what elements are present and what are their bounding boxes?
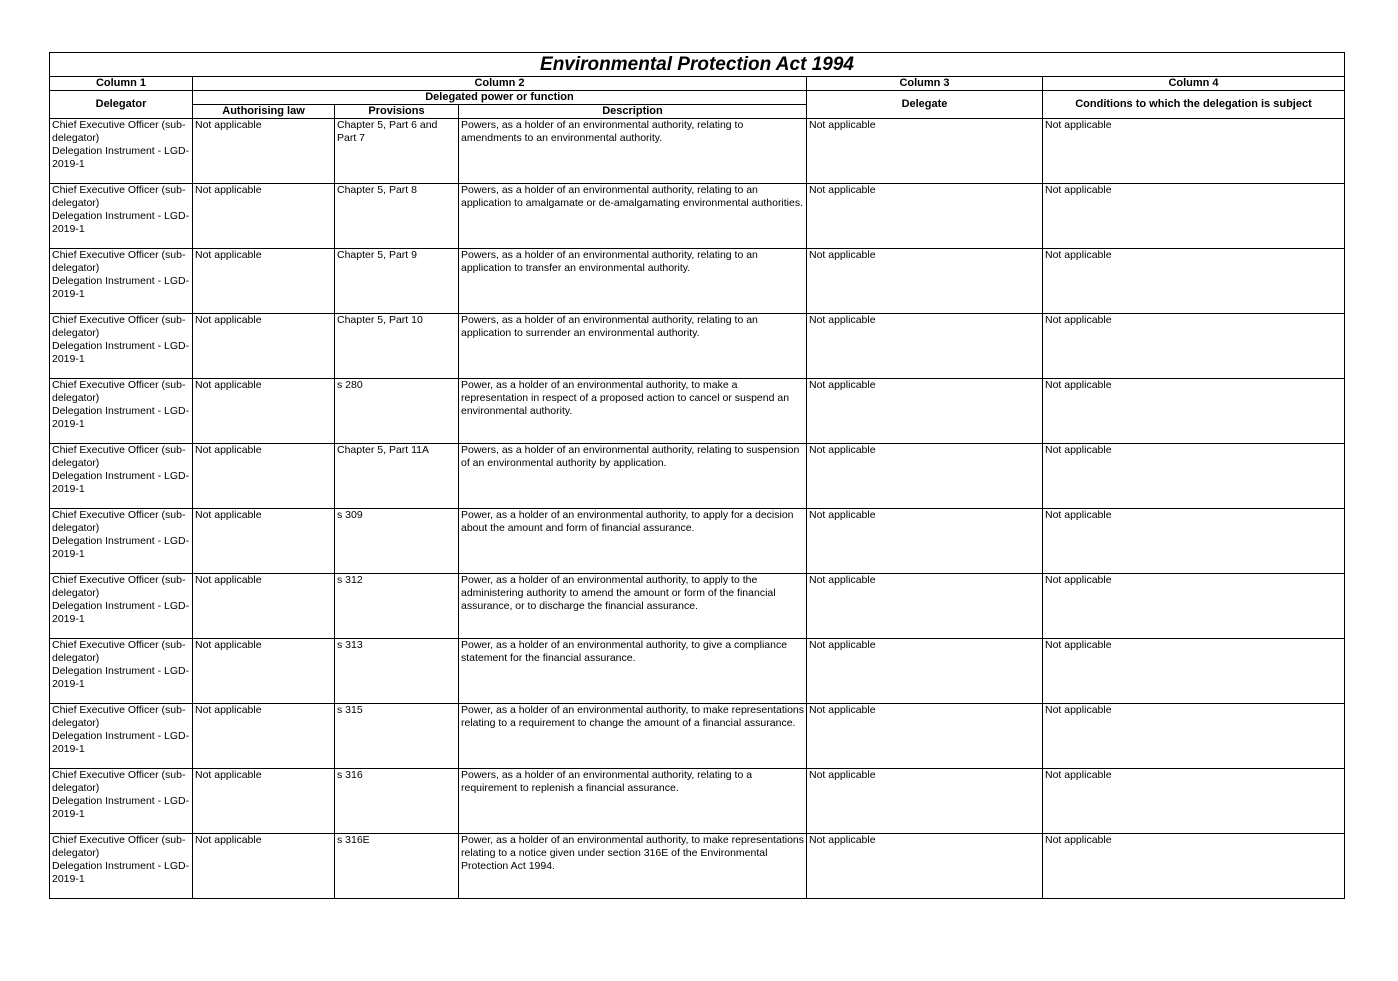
conditions-cell: Not applicable [1043, 574, 1345, 639]
provisions-cell: Chapter 5, Part 11A [335, 444, 459, 509]
description-cell: Power, as a holder of an environmental authority, to make a representation in respect of a proposed action to cancel or suspend an environmental authority. [459, 379, 807, 444]
authorising-law-cell: Not applicable [193, 314, 335, 379]
table-row [50, 314, 1345, 379]
authorising-law-cell: Not applicable [193, 509, 335, 574]
provisions-cell: Chapter 5, Part 9 [335, 249, 459, 314]
authorising-law-cell: Not applicable [193, 704, 335, 769]
description-cell: Powers, as a holder of an environmental authority, relating to a requirement to replenish a financial assurance. [459, 769, 807, 834]
delegate-cell: Not applicable [807, 444, 1043, 509]
table-row [50, 444, 1345, 509]
conditions-cell: Not applicable [1043, 444, 1345, 509]
delegator-cell: Chief Executive Officer (sub-delegator) Delegation Instrument - LGD-2019-1 [50, 639, 193, 704]
delegate-cell: Not applicable [807, 509, 1043, 574]
delegation-table [49, 52, 1345, 899]
delegate-cell: Not applicable [807, 184, 1043, 249]
table-body [50, 119, 1345, 899]
delegator-cell: Chief Executive Officer (sub-delegator) Delegation Instrument - LGD-2019-1 [50, 379, 193, 444]
delegated-power-header: Delegated power or function [193, 91, 807, 105]
description-cell: Power, as a holder of an environmental authority, to apply for a decision about the amount and form of financial assurance. [459, 509, 807, 574]
delegate-cell: Not applicable [807, 379, 1043, 444]
authorising-law-cell: Not applicable [193, 834, 335, 899]
table-row [50, 509, 1345, 574]
authorising-law-cell: Not applicable [193, 444, 335, 509]
column-3-label: Column 3 [807, 77, 1043, 91]
table-row [50, 184, 1345, 249]
description-cell: Power, as a holder of an environmental authority, to make representations relating to a notice given under section 316E of the Environmental Protection Act 1994. [459, 834, 807, 899]
column-1-label: Column 1 [50, 77, 193, 91]
delegator-cell: Chief Executive Officer (sub-delegator) Delegation Instrument - LGD-2019-1 [50, 119, 193, 184]
table-row [50, 704, 1345, 769]
authorising-law-cell: Not applicable [193, 184, 335, 249]
page-title: Environmental Protection Act 1994 [50, 53, 1345, 77]
authorising-law-cell: Not applicable [193, 574, 335, 639]
description-cell: Power, as a holder of an environmental authority, to give a compliance statement for the financial assurance. [459, 639, 807, 704]
provisions-cell: s 312 [335, 574, 459, 639]
delegator-cell: Chief Executive Officer (sub-delegator) Delegation Instrument - LGD-2019-1 [50, 249, 193, 314]
delegator-cell: Chief Executive Officer (sub-delegator) Delegation Instrument - LGD-2019-1 [50, 704, 193, 769]
table-row [50, 639, 1345, 704]
authorising-law-cell: Not applicable [193, 249, 335, 314]
delegate-cell: Not applicable [807, 769, 1043, 834]
table-row [50, 834, 1345, 899]
table-row [50, 119, 1345, 184]
conditions-cell: Not applicable [1043, 509, 1345, 574]
conditions-cell: Not applicable [1043, 379, 1345, 444]
authorising-law-cell: Not applicable [193, 769, 335, 834]
conditions-cell: Not applicable [1043, 184, 1345, 249]
conditions-cell: Not applicable [1043, 314, 1345, 379]
conditions-header: Conditions to which the delegation is subject [1043, 91, 1345, 119]
delegate-cell: Not applicable [807, 249, 1043, 314]
provisions-cell: s 316 [335, 769, 459, 834]
table-header [50, 53, 1345, 119]
provisions-cell: s 316E [335, 834, 459, 899]
description-cell: Power, as a holder of an environmental authority, to make representations relating to a requirement to change the amount of a financial assurance. [459, 704, 807, 769]
delegate-cell: Not applicable [807, 574, 1043, 639]
delegate-cell: Not applicable [807, 314, 1043, 379]
authorising-law-cell: Not applicable [193, 119, 335, 184]
conditions-cell: Not applicable [1043, 119, 1345, 184]
conditions-cell: Not applicable [1043, 249, 1345, 314]
provisions-cell: s 280 [335, 379, 459, 444]
description-header: Description [459, 105, 807, 119]
conditions-cell: Not applicable [1043, 769, 1345, 834]
delegator-cell: Chief Executive Officer (sub-delegator) Delegation Instrument - LGD-2019-1 [50, 769, 193, 834]
table-row [50, 769, 1345, 834]
delegator-cell: Chief Executive Officer (sub-delegator) Delegation Instrument - LGD-2019-1 [50, 574, 193, 639]
provisions-cell: s 313 [335, 639, 459, 704]
conditions-cell: Not applicable [1043, 639, 1345, 704]
delegator-cell: Chief Executive Officer (sub-delegator) Delegation Instrument - LGD-2019-1 [50, 444, 193, 509]
description-cell: Powers, as a holder of an environmental authority, relating to suspension of an environmental authority by application. [459, 444, 807, 509]
delegator-cell: Chief Executive Officer (sub-delegator) Delegation Instrument - LGD-2019-1 [50, 834, 193, 899]
provisions-cell: s 315 [335, 704, 459, 769]
authorising-law-header: Authorising law [193, 105, 335, 119]
table-row [50, 574, 1345, 639]
delegate-cell: Not applicable [807, 704, 1043, 769]
delegator-cell: Chief Executive Officer (sub-delegator) Delegation Instrument - LGD-2019-1 [50, 184, 193, 249]
description-cell: Powers, as a holder of an environmental authority, relating to an application to surrender an environmental authority. [459, 314, 807, 379]
delegator-header: Delegator [50, 91, 193, 119]
column-2-label: Column 2 [193, 77, 807, 91]
authorising-law-cell: Not applicable [193, 639, 335, 704]
conditions-cell: Not applicable [1043, 834, 1345, 899]
provisions-cell: s 309 [335, 509, 459, 574]
delegate-header: Delegate [807, 91, 1043, 119]
delegate-cell: Not applicable [807, 834, 1043, 899]
description-cell: Powers, as a holder of an environmental authority, relating to an application to transfer an environmental authority. [459, 249, 807, 314]
delegate-cell: Not applicable [807, 639, 1043, 704]
description-cell: Powers, as a holder of an environmental authority, relating to amendments to an environmental authority. [459, 119, 807, 184]
column-4-label: Column 4 [1043, 77, 1345, 91]
provisions-cell: Chapter 5, Part 8 [335, 184, 459, 249]
provisions-cell: Chapter 5, Part 10 [335, 314, 459, 379]
table-row [50, 249, 1345, 314]
delegator-cell: Chief Executive Officer (sub-delegator) Delegation Instrument - LGD-2019-1 [50, 509, 193, 574]
description-cell: Powers, as a holder of an environmental authority, relating to an application to amalgamate or de-amalgamating environmental authorities. [459, 184, 807, 249]
delegator-cell: Chief Executive Officer (sub-delegator) Delegation Instrument - LGD-2019-1 [50, 314, 193, 379]
provisions-cell: Chapter 5, Part 6 and Part 7 [335, 119, 459, 184]
conditions-cell: Not applicable [1043, 704, 1345, 769]
description-cell: Power, as a holder of an environmental authority, to apply to the administering authority to amend the amount or form of the financial assurance, or to discharge the financial assurance. [459, 574, 807, 639]
table-row [50, 379, 1345, 444]
authorising-law-cell: Not applicable [193, 379, 335, 444]
provisions-header: Provisions [335, 105, 459, 119]
delegate-cell: Not applicable [807, 119, 1043, 184]
